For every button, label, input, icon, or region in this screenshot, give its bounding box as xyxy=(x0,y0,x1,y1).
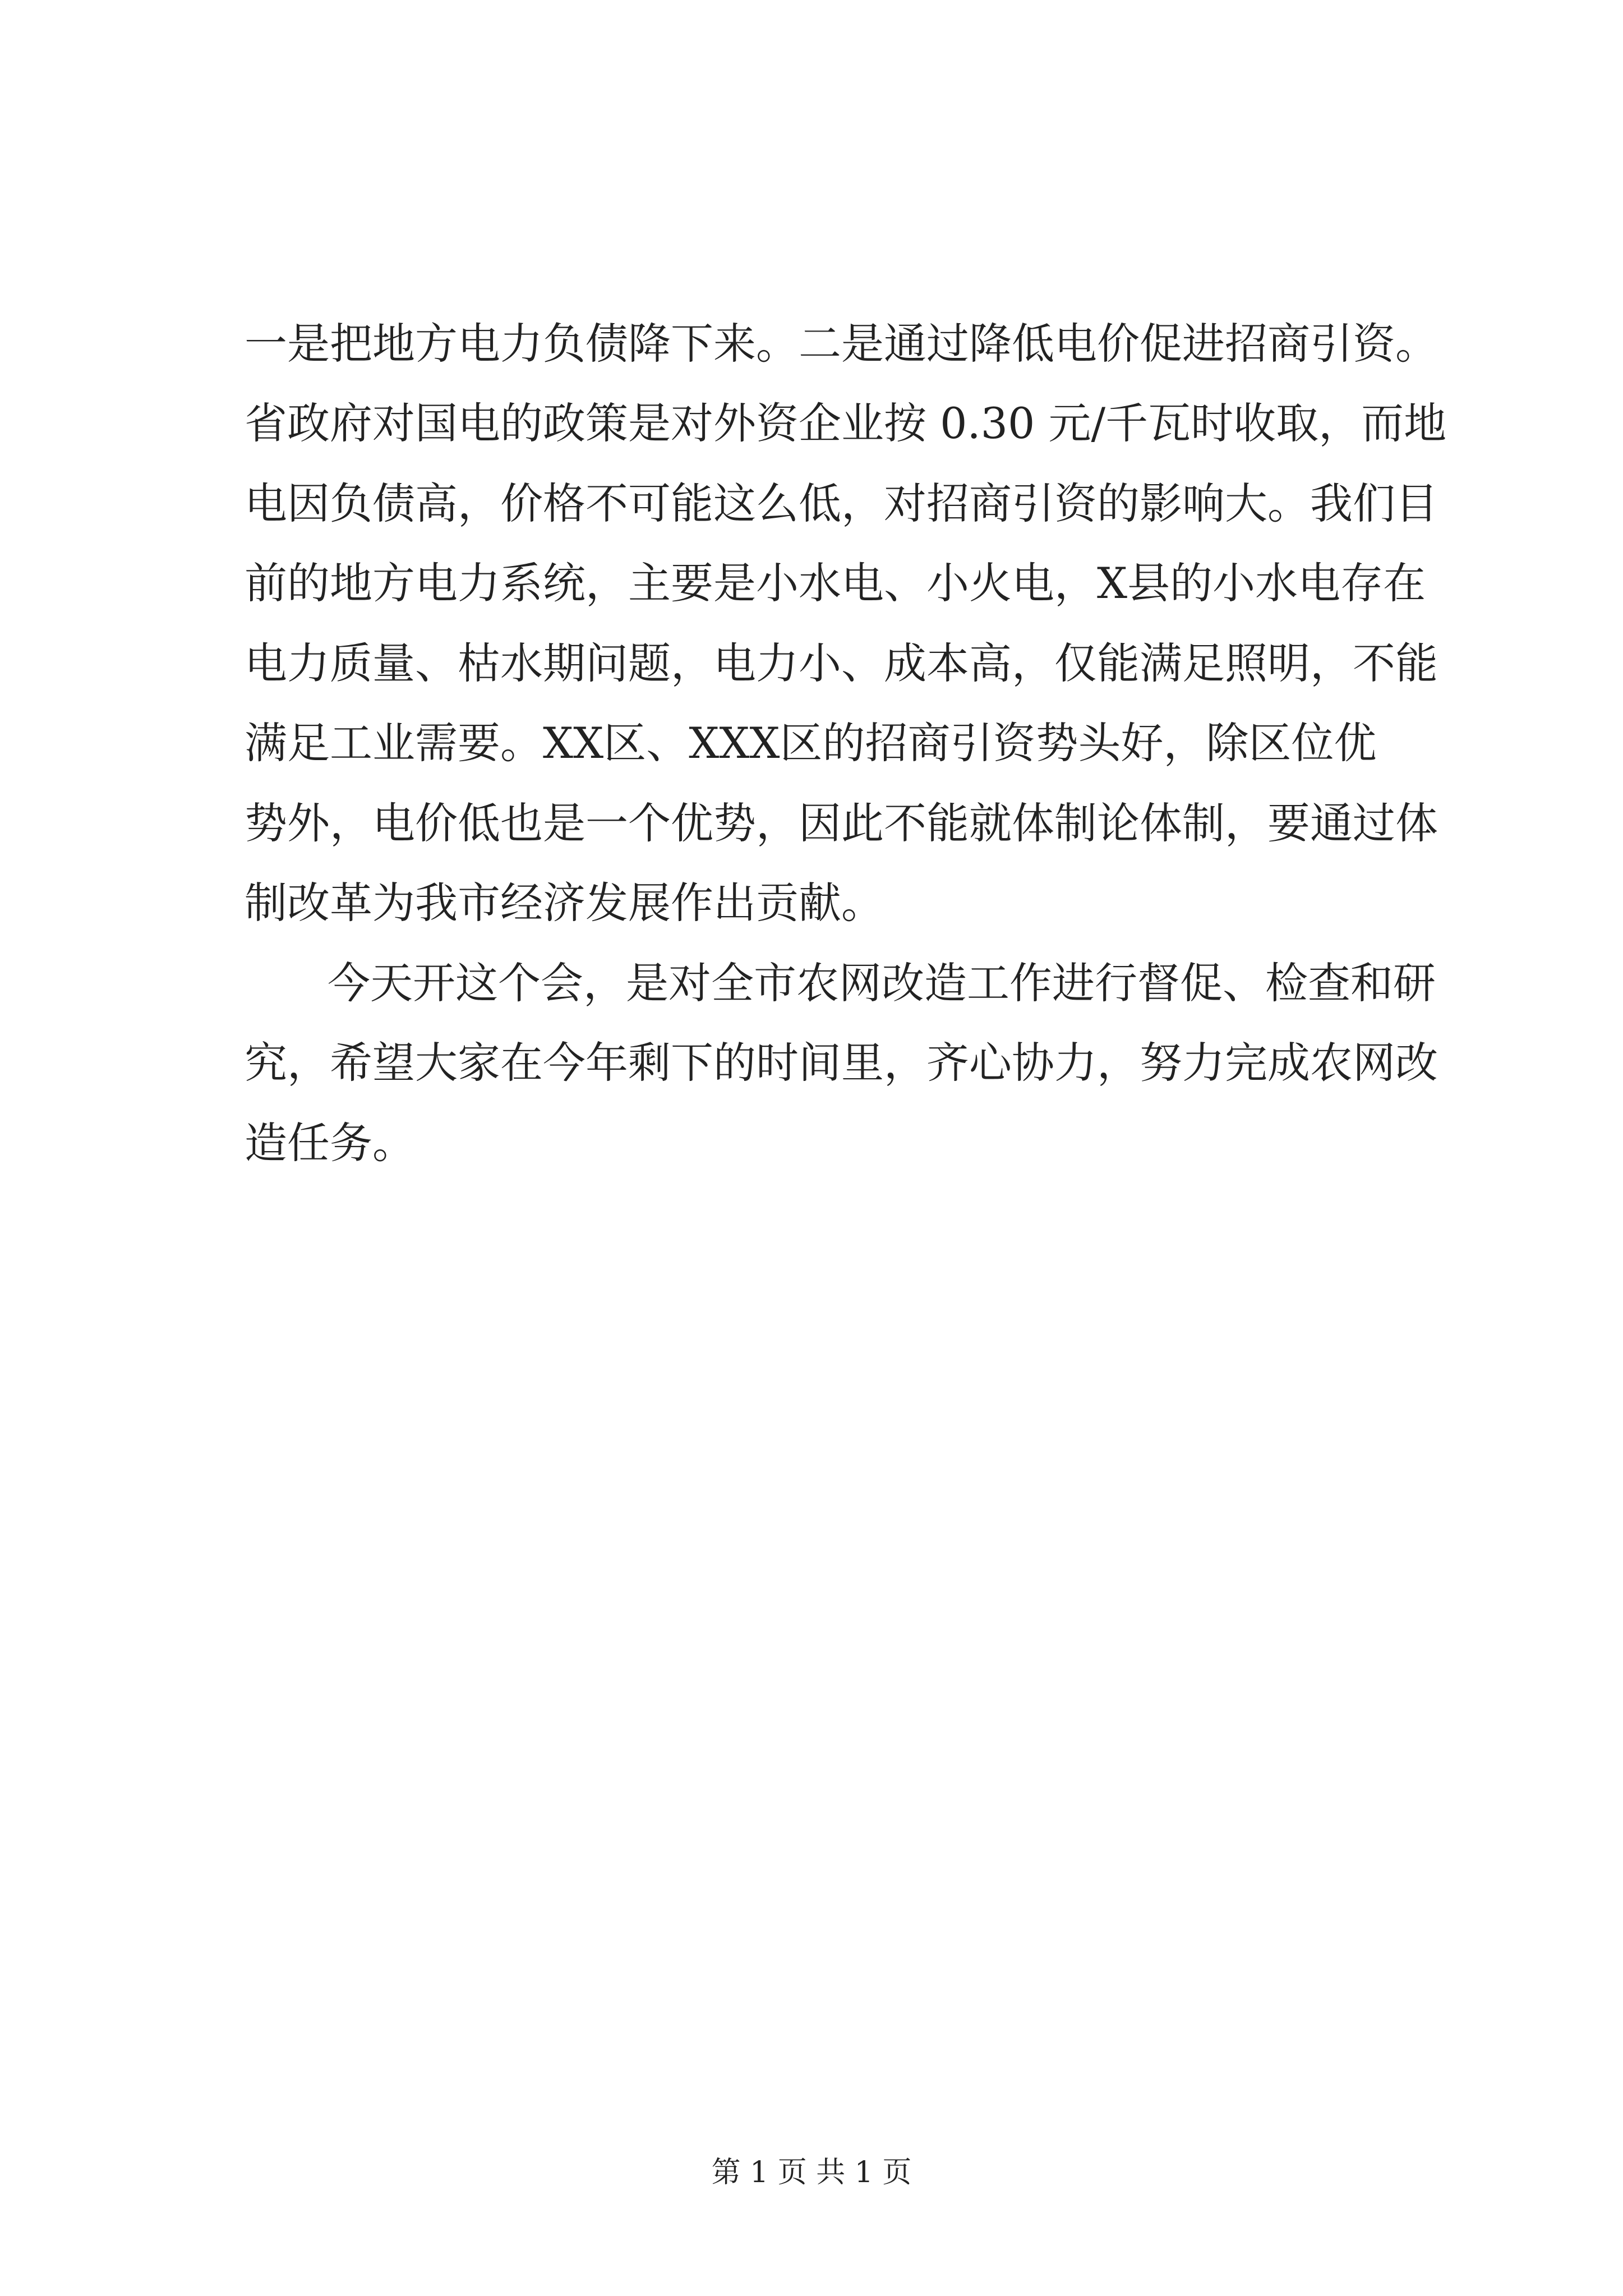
paragraph-1-line-6: 满足工业需要。XX区、XXX区的招商引资势头好，除区位优 xyxy=(245,718,1377,768)
paragraph-1-line-8: 制改革为我市经济发展作出贡献。 xyxy=(245,878,884,928)
paragraph-1-line-3: 电因负债高，价格不可能这么低，对招商引资的影响大。我们目 xyxy=(245,478,1438,528)
paragraph-2-line-1: 今天开这个会，是对全市农网改造工作进行督促、检查和研 xyxy=(328,958,1436,1008)
paragraph-1-line-4: 前的地方电力系统，主要是小水电、小火电，X县的小水电存在 xyxy=(245,558,1426,608)
paragraph-1-line-2: 省政府对国电的政策是对外资企业按 0.30 元/千瓦时收取，而地 xyxy=(245,398,1447,448)
paragraph-2-line-2: 究，希望大家在今年剩下的时间里，齐心协力，努力完成农网改 xyxy=(245,1038,1438,1088)
paragraph-2-line-3: 造任务。 xyxy=(245,1118,415,1168)
page-footer: 第 1 页 共 1 页 xyxy=(711,2156,912,2189)
paragraph-1-line-1: 一是把地方电力负债降下来。二是通过降低电价促进招商引资。 xyxy=(245,319,1438,369)
paragraph-1-line-5: 电力质量、枯水期问题，电力小、成本高，仅能满足照明，不能 xyxy=(245,638,1438,688)
paragraph-1-line-7: 势外，电价低也是一个优势，因此不能就体制论体制，要通过体 xyxy=(245,798,1438,848)
